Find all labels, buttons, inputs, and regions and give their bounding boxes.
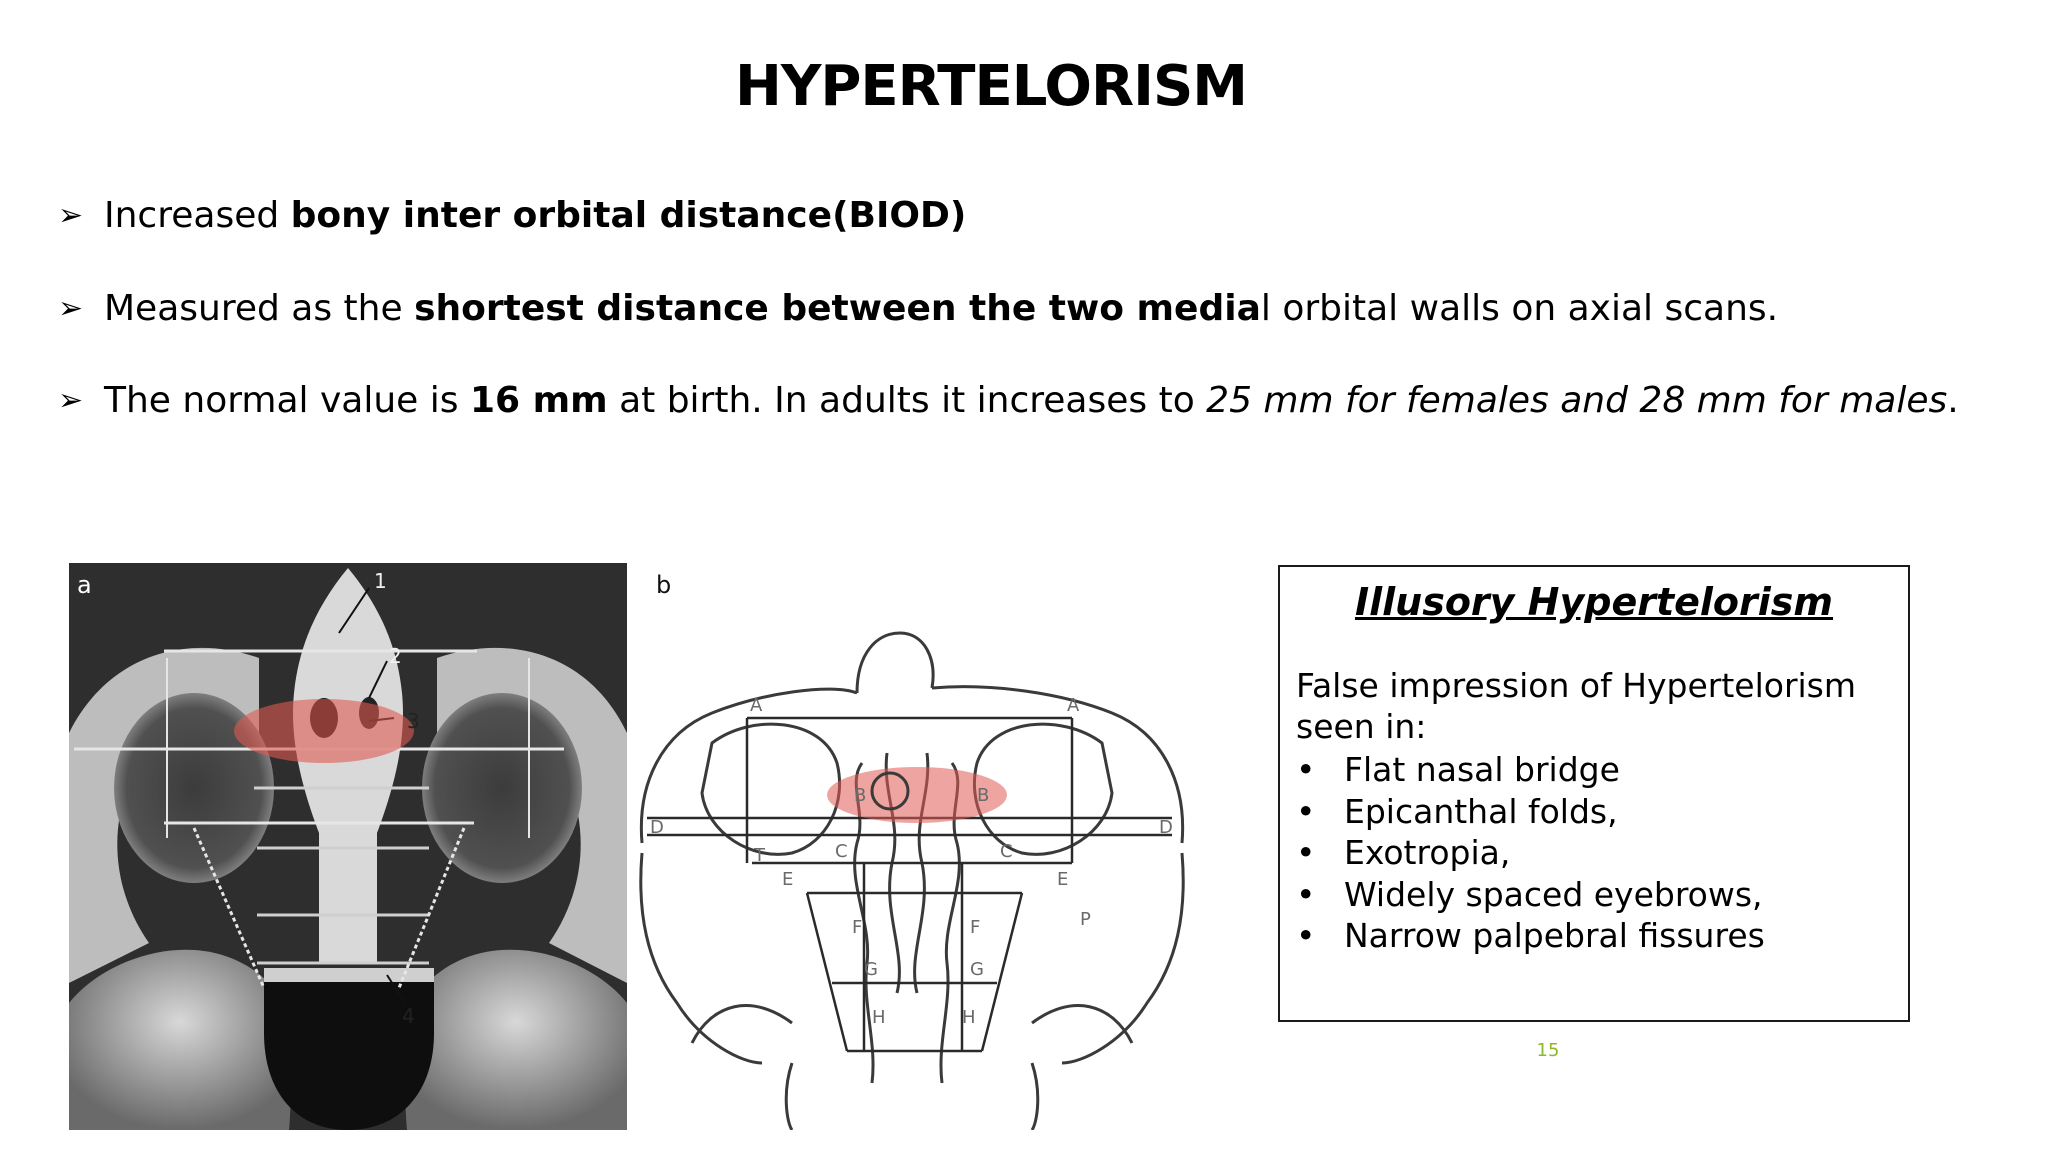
list-item: [1296, 874, 1765, 916]
bullet-biod: [58, 192, 966, 240]
orbital-diagram-panel-b: [632, 563, 1192, 1130]
ct-scan-image-panel-a: [69, 563, 627, 1130]
list-item-text: Exotropia,: [1344, 833, 1511, 872]
list-item-text: Epicanthal folds,: [1344, 791, 1618, 831]
page-number: 15: [1536, 1040, 1560, 1061]
diagram-letter: C: [1000, 841, 1013, 862]
illusory-hypertelorism-box: [1278, 565, 1910, 1022]
list-item-text: Flat nasal bridge: [1344, 750, 1620, 789]
list-item: [1296, 832, 1765, 874]
diagram-letter: A: [750, 695, 763, 716]
diagram-letter: E: [1057, 869, 1069, 890]
diagram-letter: T: [754, 845, 765, 866]
bullet-bold-text: 16 mm: [469, 380, 608, 421]
diagram-letter: E: [782, 869, 794, 890]
diagram-letter: B: [977, 785, 990, 806]
bullet-bold-text: bony inter orbital distance(BIOD): [290, 195, 967, 236]
panel-label-a: a: [77, 571, 92, 599]
diagram-letter: F: [852, 917, 863, 938]
box-bullet-list: [1296, 749, 1765, 957]
diagram-letter: D: [1159, 817, 1173, 838]
bullet-text: l orbital walls on axial scans.: [1260, 288, 1779, 329]
diagram-letter: A: [1067, 695, 1080, 716]
diagram-letter: H: [872, 1007, 886, 1028]
diagram-letter: P: [1080, 909, 1091, 930]
bullet-dot-icon: •: [1296, 750, 1316, 789]
bullet-dot-icon: •: [1296, 791, 1316, 831]
figure-marker: 1: [374, 569, 387, 593]
diagram-letter: H: [962, 1007, 976, 1028]
panel-label-b: b: [656, 571, 672, 599]
box-title: Illusory Hypertelorism: [1354, 580, 1834, 624]
bullet-text: at birth. In adults it increases to: [607, 380, 1207, 421]
figure-marker: 2: [389, 644, 402, 668]
diagram-letter: C: [835, 841, 848, 862]
slide-title: HYPERTELORISM: [734, 54, 1248, 119]
diagram-letter: G: [864, 959, 878, 980]
arrow-bullet-icon: ➢: [58, 198, 84, 233]
bullet-bold-text: shortest distance between the two media: [414, 288, 1261, 329]
list-item-text: Narrow palpebral fissures: [1344, 916, 1765, 955]
figure-marker: 4: [402, 1004, 415, 1028]
list-item-text: Widely spaced eyebrows,: [1344, 874, 1763, 914]
bullet-italic-text: 25 mm for females and 28 mm for males: [1206, 380, 1948, 421]
arrow-bullet-icon: ➢: [58, 291, 84, 326]
bullet-dot-icon: •: [1296, 916, 1316, 955]
bullet-text: Increased: [104, 195, 291, 236]
diagram-letter: B: [854, 785, 867, 806]
bullet-dot-icon: •: [1296, 833, 1316, 872]
figure-marker: 3: [407, 709, 420, 733]
list-item: [1296, 791, 1765, 833]
box-intro-text: False impression of Hypertelorism seen in:: [1296, 666, 1857, 746]
diagram-letter: G: [970, 959, 984, 980]
bullet-text: Measured as the: [104, 288, 415, 329]
bullet-text: The normal value is: [104, 380, 470, 421]
bullet-text: .: [1947, 380, 1959, 421]
bullet-dot-icon: •: [1296, 874, 1316, 914]
diagram-letter: F: [970, 917, 981, 938]
bullet-normal-values: [58, 377, 1959, 425]
diagram-letter: D: [650, 817, 664, 838]
arrow-bullet-icon: ➢: [58, 383, 84, 418]
bullet-measurement: [58, 285, 1778, 333]
list-item: [1296, 915, 1765, 957]
list-item: [1296, 749, 1765, 791]
